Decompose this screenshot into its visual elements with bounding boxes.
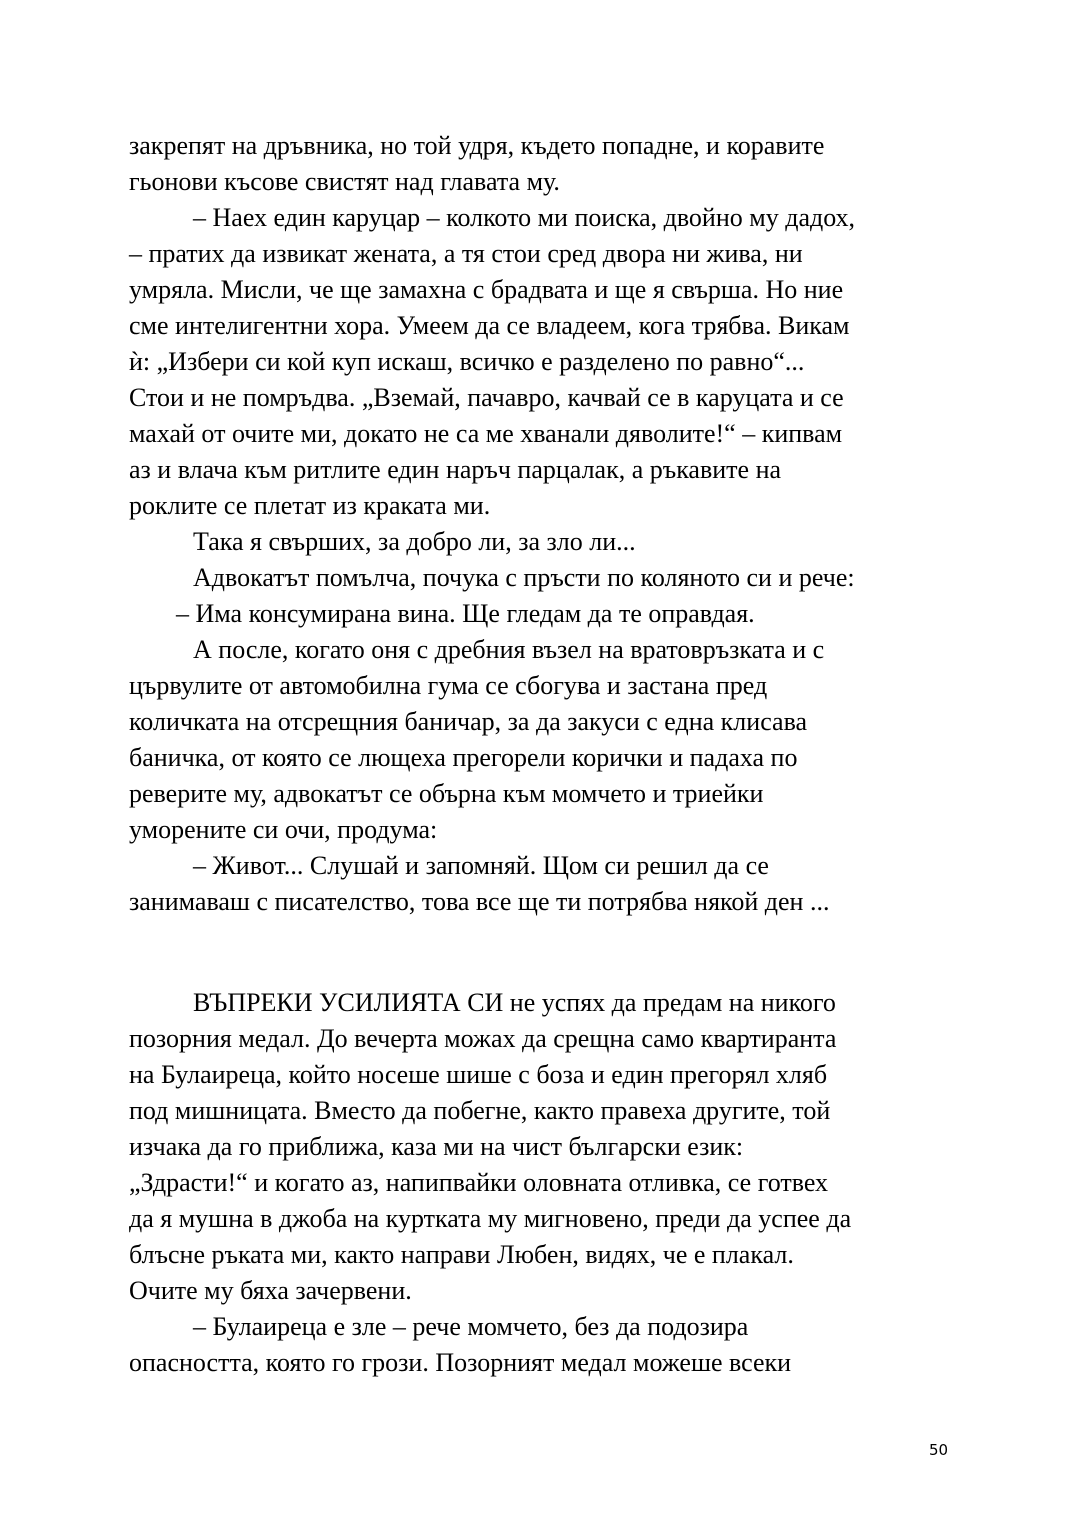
- text-line: изчака да го приближа, каза ми на чист български език:: [129, 1132, 744, 1161]
- text-line: роклите се плетат из краката ми.: [129, 491, 491, 520]
- text-line: баничка, от която се лющеха прегорели корички и падаха по: [129, 743, 798, 772]
- text-line: да я мушна в джоба на куртката му мигновено, преди да успее да: [129, 1204, 852, 1233]
- text-line: опасността, която го грози. Позорният медал можеше всеки: [129, 1348, 792, 1377]
- text-line: на Булаиреца, който носеше шише с боза и един прегорял хляб: [129, 1060, 828, 1089]
- text-line: занимаваш с писателство, това все ще ти потрябва някой ден ...: [129, 887, 830, 916]
- text-line: блъсне ръката ми, както направи Любен, видях, че е плакал.: [129, 1240, 794, 1269]
- text-line: позорния медал. До вечерта можах да срещна само квартиранта: [129, 1024, 837, 1053]
- text-line: реверите му, адвокатът се обърна към момчето и триейки: [129, 779, 764, 808]
- text-line: А после, когато оня с дребния възел на вратовръзката и с: [193, 635, 825, 664]
- text-line: – пратих да извикат жената, а тя стои сред двора ни жива, ни: [129, 239, 803, 268]
- page-number: 50: [929, 1441, 949, 1459]
- text-line: – Наех един каруцар – колкото ми поиска, двойно му дадох,: [193, 203, 856, 232]
- text-line: Стои и не помръдва. „Вземай, пачавро, качвай се в каруцата и се: [129, 383, 844, 412]
- text-line: махай от очите ми, докато не са ме хванали дяволите!“ – кипвам: [129, 419, 843, 448]
- text-line: количката на отсрещния баничар, за да закуси с една клисава: [129, 707, 808, 736]
- text-line: ѝ: „Избери си кой куп искаш, всичко е разделено по равно“...: [129, 347, 805, 376]
- text-line: – Булаиреца е зле – рече момчето, без да подозира: [193, 1312, 749, 1341]
- text-line: аз и влача към ритлите един наръч парцалак, а ръкавите на: [129, 455, 782, 484]
- text-line: умряла. Мисли, че ще замахна с брадвата и ще я свърша. Но ние: [129, 275, 844, 304]
- text-line: уморените си очи, продума:: [129, 815, 438, 844]
- text-line: – Има консумирана вина. Ще гледам да те оправдая.: [176, 599, 755, 628]
- text-line: цървулите от автомобилна гума се сбогува и застана пред: [129, 671, 768, 700]
- text-line: сме интелигентни хора. Умеем да се владеем, кога трябва. Викам: [129, 311, 850, 340]
- text-line: Очите му бяха зачервени.: [129, 1276, 412, 1305]
- text-line: Така я свърших, за добро ли, за зло ли...: [193, 527, 636, 556]
- text-line: Адвокатът помълча, почука с пръсти по коляното си и рече:: [193, 563, 855, 592]
- text-line: гьонови късове свистят над главата му.: [129, 167, 560, 196]
- text-line: „Здрасти!“ и когато аз, напипвайки оловната отливка, се готвех: [129, 1168, 829, 1197]
- text-line: ВЪПРЕКИ УСИЛИЯТА СИ не успях да предам на никого: [193, 988, 836, 1017]
- text-line: закрепят на дръвника, но той удря, където попадне, и коравите: [129, 131, 825, 160]
- text-line: – Живот... Слушай и запомняй. Щом си решил да се: [193, 851, 769, 880]
- text-line: под мишницата. Вместо да побегне, както правеха другите, той: [129, 1096, 831, 1125]
